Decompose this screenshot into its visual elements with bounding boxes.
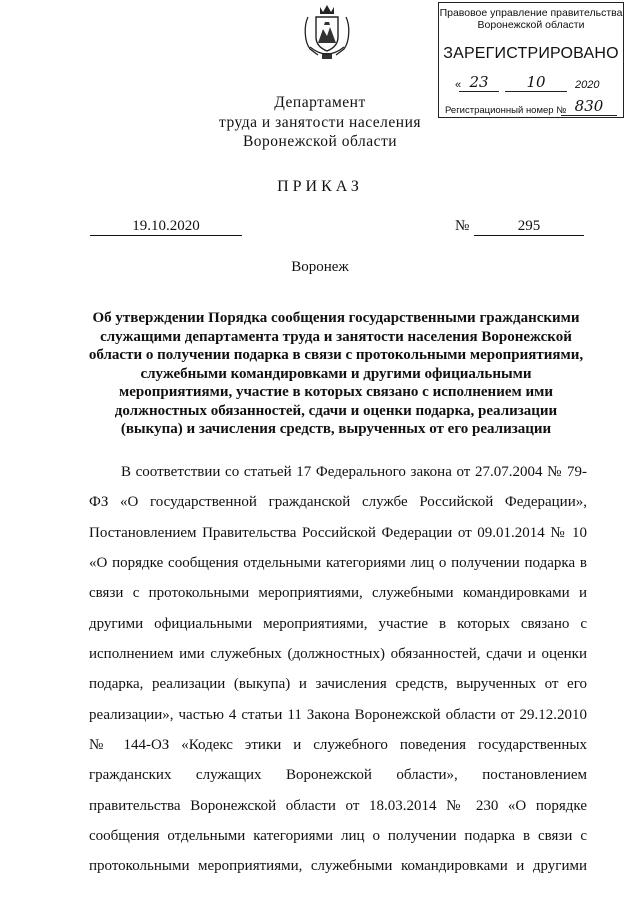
body-line: гражданских служащих Воронежской области», постановлением (89, 767, 587, 783)
department-line2: труда и занятости населения (218, 114, 421, 131)
body-line: сообщения отдельными категориями лиц о получении подарка в связи с (89, 828, 587, 844)
body-line: правительства Воронежской области от 18.03.2014 № 230 «О порядке (89, 798, 587, 814)
stamp-status: ЗАРЕГИСТРИРОВАНО (443, 45, 619, 62)
stamp-date-day: 23 (459, 73, 499, 92)
document-date: 19.10.2020 (90, 218, 242, 236)
body-line: протокольными мероприятиями, служебными командировками и другими (89, 858, 587, 874)
document-city: Воронеж (291, 259, 349, 275)
registration-stamp (438, 2, 624, 118)
body-line: связи с протокольными мероприятиями, служебными командировками и (89, 585, 587, 601)
body-line: ФЗ «О государственной гражданской службе Российской Федерации», (89, 494, 587, 510)
number-sign: № (455, 218, 470, 234)
coat-of-arms-icon (300, 3, 354, 63)
document-number: 295 (474, 218, 584, 236)
body-line: другими официальными мероприятиями, участие в которых связано с (89, 616, 587, 632)
body-line: «О порядке сообщения отдельными категориями лиц о получении подарка в (89, 555, 587, 571)
stamp-date-month: 10 (505, 73, 567, 92)
department-line3: Воронежской области (242, 133, 398, 150)
body-line: В соответствии со статьей 17 Федерального закона от 27.07.2004 № 79- (121, 464, 587, 480)
body-line: Постановлением Правительства Российской Федерации от 09.01.2014 № 10 (89, 525, 587, 541)
stamp-org-line2: Воронежской области (477, 19, 585, 31)
stamp-quote-mark: « (455, 79, 462, 91)
department-line1: Департамент (274, 94, 366, 111)
stamp-org-line1: Правовое управление правительства (439, 7, 623, 19)
stamp-date-year: 2020 (575, 79, 600, 91)
body-line: реализации», частью 4 статьи 11 Закона Воронежской области от 29.12.2010 (89, 707, 587, 723)
document-title: ПРИКАЗ (277, 178, 363, 195)
document-heading: Об утверждении Порядка сообщения государственными гражданскими служащими департамента труда и занятости населения Воронежской области о получении подарка в связи с протокольными мероприятиями, служебными командировками и другими официальными мероприятиями, участие в которых связано с исполнением ими должностных обязанностей, сдачи и оценки подарка, реализации (выкупа) и зачисления средств, вырученных от его реализации (88, 310, 584, 437)
body-line: № 144-ОЗ «Кодекс этики и служебного поведения государственных (89, 737, 587, 753)
stamp-reg-number: 830 (561, 97, 617, 116)
stamp-reg-label: Регистрационный номер № (445, 105, 567, 116)
body-line: исполнением ими служебных (должностных) обязанностей, сдачи и оценки (89, 646, 587, 662)
body-line: подарка, реализации (выкупа) и зачисления средств, вырученных от его (89, 676, 587, 692)
